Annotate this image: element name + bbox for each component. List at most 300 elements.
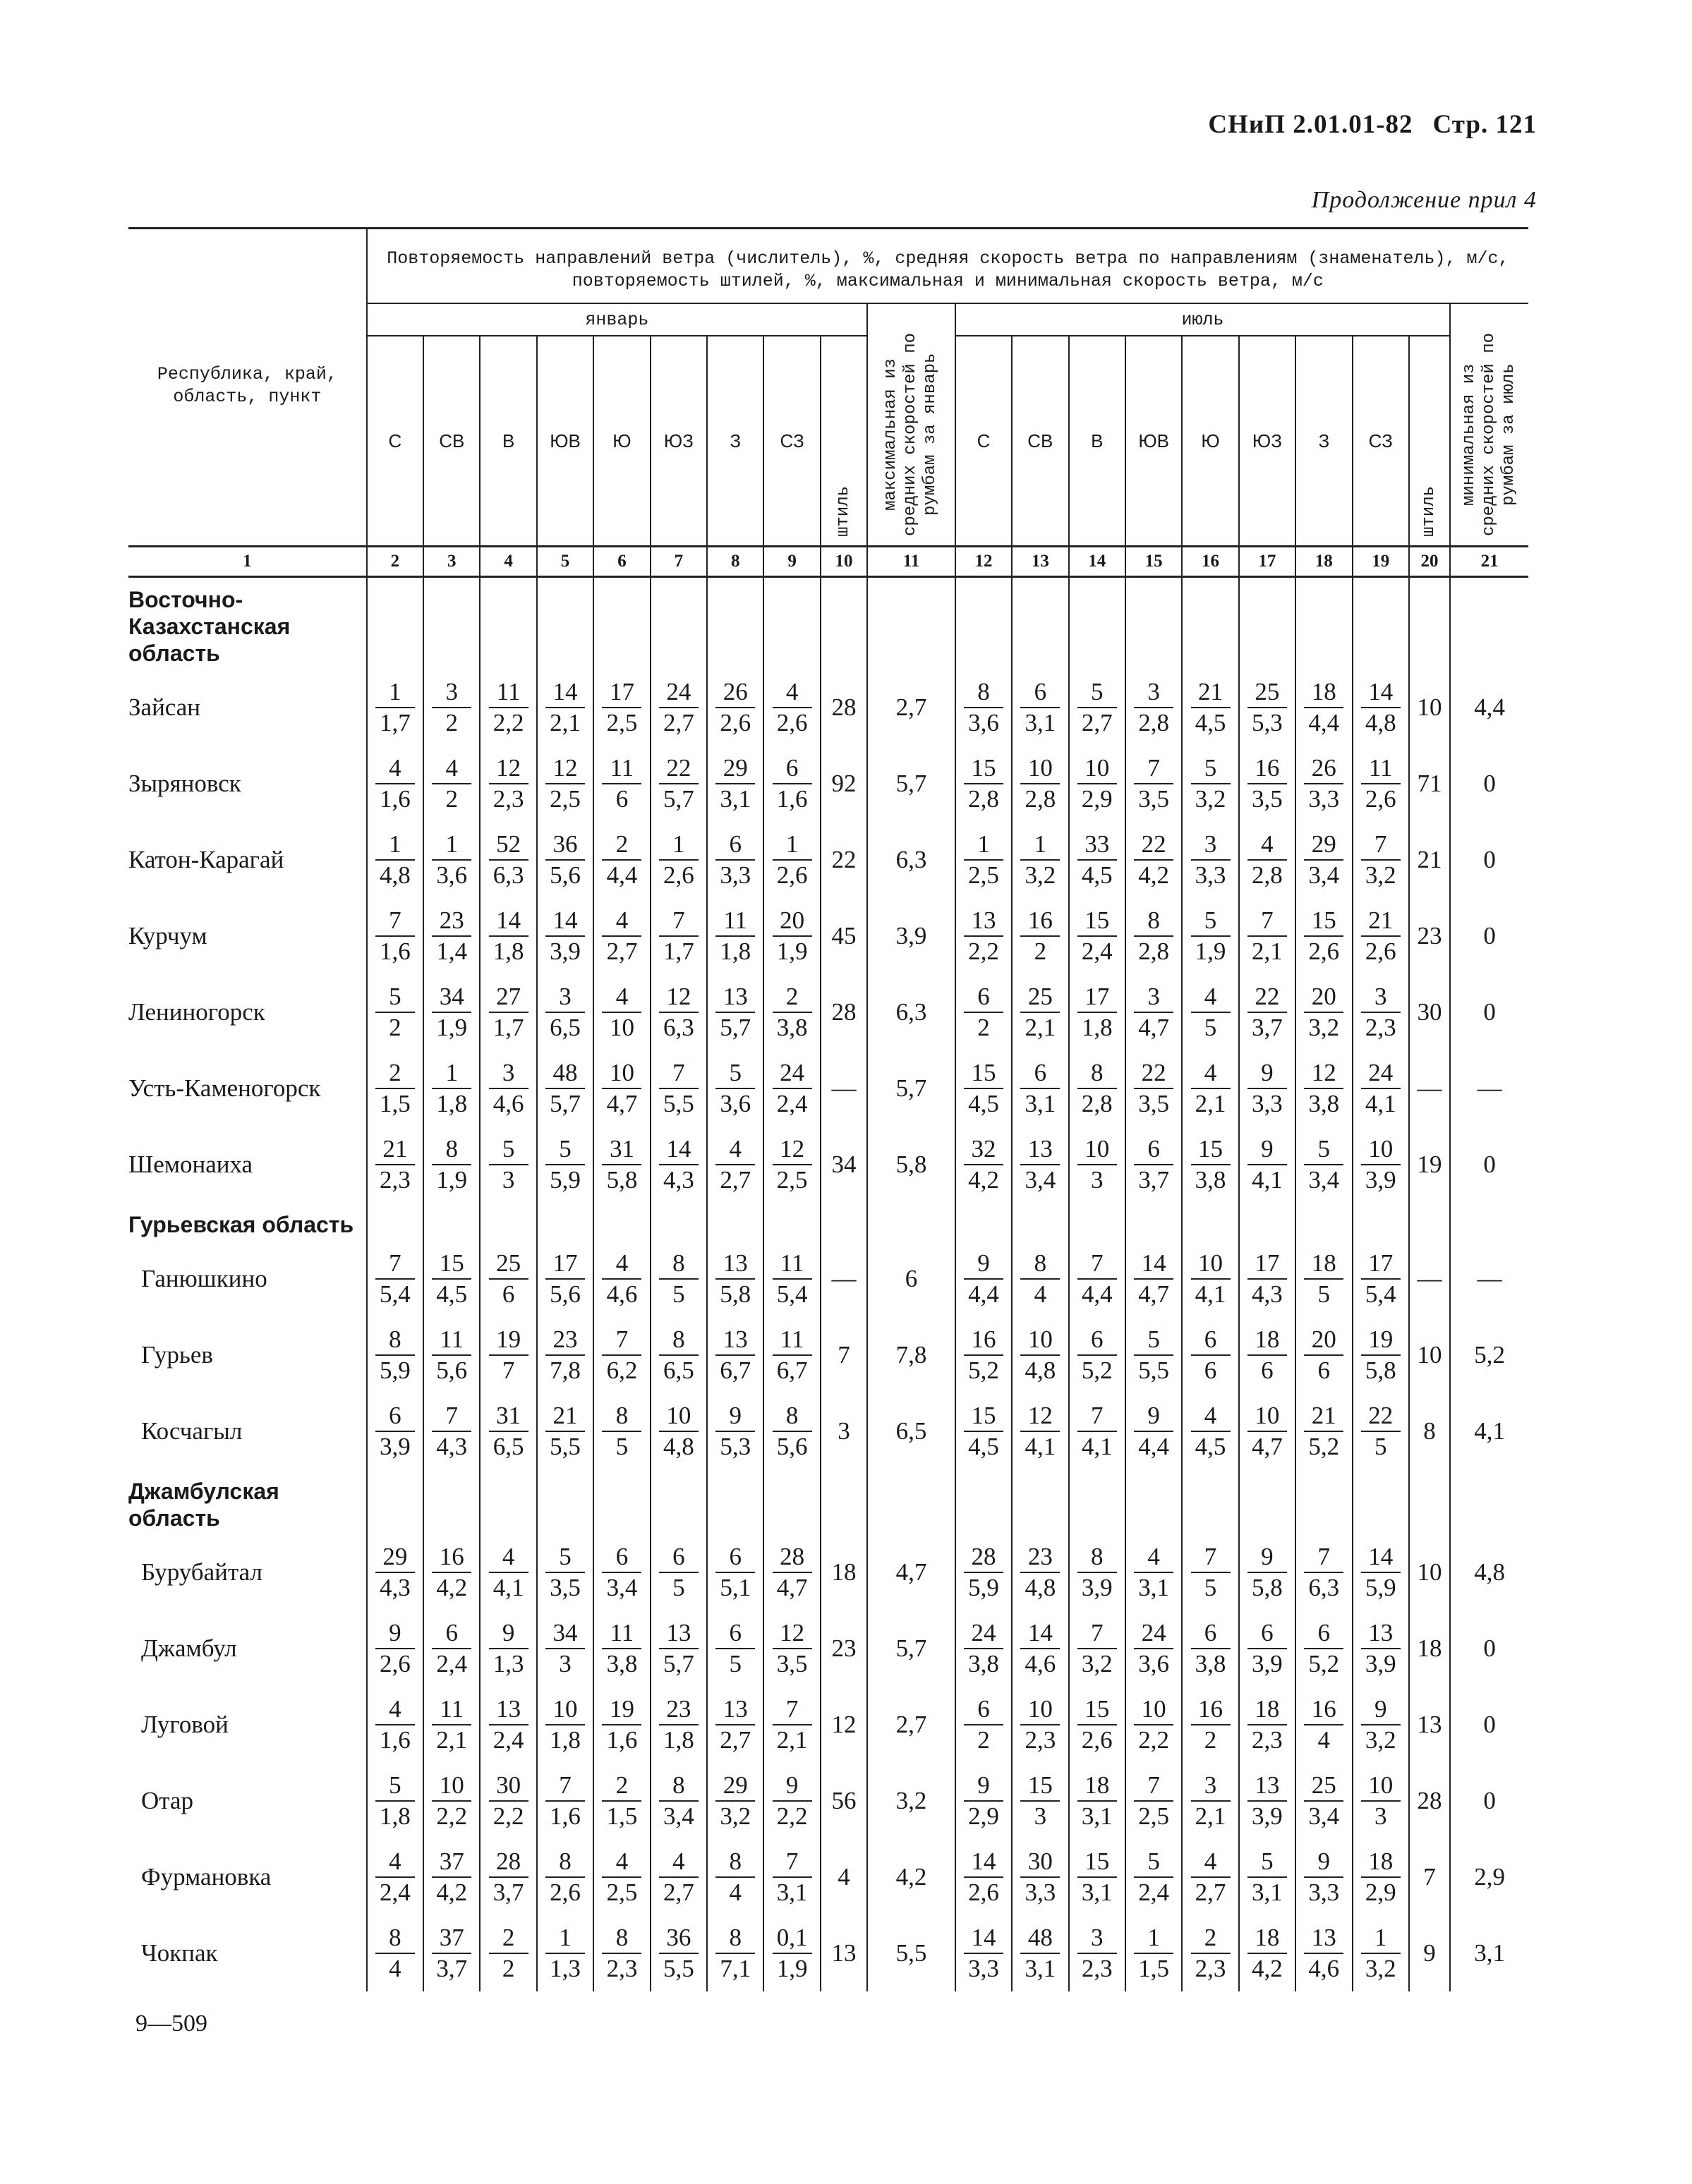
max-speed-value: 6,3: [867, 974, 955, 1050]
frequency-value: 1: [672, 830, 685, 858]
fraction: [432, 677, 471, 738]
speed-value: 1,6: [545, 1800, 585, 1831]
frequency-value: 4: [1204, 1848, 1217, 1875]
station-row: [128, 669, 1528, 746]
frequency-value: 3: [559, 983, 572, 1010]
station-name: Курчум: [128, 922, 207, 950]
speed-value: 2,8: [1134, 935, 1173, 966]
frequency-value: 11: [610, 1619, 634, 1646]
fraction: [489, 677, 528, 738]
wind-cell-jul: [1125, 669, 1182, 746]
fraction: [1304, 1771, 1343, 1831]
speed-value: 2: [1020, 935, 1060, 966]
station-row: [128, 1915, 1528, 1991]
speed-value: 2,2: [964, 935, 1003, 966]
wind-cell-jul: [1239, 898, 1295, 974]
fraction: [1020, 1058, 1060, 1119]
fraction: [1304, 1847, 1343, 1907]
frequency-value: 1: [389, 830, 401, 858]
wind-cell-jan: [423, 1763, 480, 1839]
fraction: [1304, 830, 1343, 890]
max-speed-value: 5,7: [867, 1050, 955, 1127]
speed-value: 2,4: [375, 1876, 415, 1907]
speed-value: 2,5: [773, 1164, 812, 1195]
speed-value: 5,5: [659, 1088, 699, 1119]
wind-cell-jul: [1125, 822, 1182, 898]
wind-cell-jul: [1069, 1839, 1125, 1915]
frequency-value: 5: [1204, 906, 1217, 934]
station-name: Чокпак: [141, 1939, 218, 1967]
speed-value: 3,5: [1134, 783, 1173, 814]
speed-value: 2: [1191, 1724, 1231, 1755]
wind-cell-jul: [1353, 669, 1409, 746]
wind-cell-jan: [480, 1317, 536, 1393]
wind-cell-jan: [537, 822, 593, 898]
fraction: [1077, 1694, 1117, 1755]
fraction: [1361, 1542, 1401, 1603]
fraction: [1361, 830, 1401, 890]
frequency-value: 13: [1255, 1771, 1280, 1799]
speed-value: 2,2: [773, 1800, 812, 1831]
fraction: [1020, 1542, 1060, 1603]
fraction: [375, 1771, 415, 1831]
frequency-value: 9: [977, 1771, 990, 1799]
empty-cell: [1409, 577, 1450, 670]
frequency-value: 13: [1311, 1924, 1336, 1951]
min-speed-value: 4,8: [1450, 1534, 1528, 1610]
fraction: [773, 982, 812, 1043]
calm-value-jul: 23: [1409, 898, 1450, 974]
wind-cell-jan: [367, 1127, 423, 1203]
wind-cell-jan: [763, 1050, 820, 1127]
speed-value: 4,4: [1077, 1278, 1117, 1309]
wind-cell-jan: [707, 669, 763, 746]
frequency-value: 4: [445, 754, 459, 782]
station-row: [128, 1241, 1528, 1317]
speed-value: 3,1: [1134, 1572, 1173, 1603]
wind-cell-jul: [1295, 1127, 1352, 1203]
frequency-value: 12: [552, 754, 578, 782]
frequency-value: 15: [439, 1249, 464, 1277]
frequency-value: 6: [1034, 678, 1047, 705]
speed-value: 3,1: [715, 783, 755, 814]
fraction: [715, 1618, 755, 1679]
fraction: [1247, 1694, 1287, 1755]
speed-value: 2,4: [1134, 1876, 1173, 1907]
fraction: [545, 1058, 585, 1119]
frequency-value: 20: [1311, 1325, 1336, 1353]
wind-cell-jan: [593, 974, 650, 1050]
speed-value: 4,6: [1020, 1648, 1060, 1679]
speed-value: 3,3: [1020, 1876, 1060, 1907]
wind-cell-jul: [1069, 1763, 1125, 1839]
fraction: [964, 830, 1003, 890]
empty-cell: [1353, 577, 1409, 670]
speed-value: 6,5: [659, 1354, 699, 1385]
speed-value: 2: [489, 1953, 528, 1984]
wind-cell-jan: [423, 1050, 480, 1127]
wind-cell-jul: [1069, 822, 1125, 898]
wind-cell-jul: [1295, 1763, 1352, 1839]
speed-value: 2,3: [489, 783, 528, 814]
wind-cell-jul: [1069, 1241, 1125, 1317]
speed-value: 2,8: [1247, 859, 1287, 890]
speed-value: 6,2: [602, 1354, 641, 1385]
speed-value: 3,2: [715, 1800, 755, 1831]
wind-cell-jul: [1182, 1610, 1238, 1687]
fraction: [1361, 1401, 1401, 1462]
frequency-value: 5: [729, 1059, 742, 1086]
wind-cell-jan: [707, 822, 763, 898]
speed-value: 2,5: [602, 707, 641, 738]
speed-value: 1,9: [773, 1953, 812, 1984]
wind-cell-jan: [537, 1915, 593, 1991]
empty-cell: [1295, 1469, 1352, 1534]
fraction: [1361, 1923, 1401, 1984]
speed-value: 1,8: [489, 935, 528, 966]
speed-value: 2,3: [1077, 1953, 1117, 1984]
frequency-value: 9: [1261, 1135, 1274, 1163]
calm-value-jan: 45: [821, 898, 867, 974]
speed-value: 2,6: [964, 1876, 1003, 1907]
speed-value: 3,3: [1191, 859, 1231, 890]
empty-cell: [1239, 1469, 1295, 1534]
frequency-value: 24: [666, 678, 691, 705]
wind-cell-jul: [1239, 746, 1295, 822]
wind-cell-jul: [1239, 1317, 1295, 1393]
fraction: [1191, 753, 1231, 814]
frequency-value: 9: [1147, 1402, 1160, 1429]
wind-cell-jul: [955, 1127, 1012, 1203]
fraction: [375, 1694, 415, 1755]
frequency-value: 14: [971, 1848, 996, 1875]
frequency-value: 16: [971, 1325, 996, 1353]
speed-value: 2,7: [602, 935, 641, 966]
frequency-value: 4: [615, 1848, 629, 1875]
fraction: [1304, 982, 1343, 1043]
speed-value: 1,6: [375, 1724, 415, 1755]
frequency-value: 9: [729, 1402, 742, 1429]
speed-value: 6: [1247, 1354, 1287, 1385]
wind-cell-jul: [1353, 1534, 1409, 1610]
wind-cell-jul: [1353, 1915, 1409, 1991]
speed-value: 4,7: [773, 1572, 812, 1603]
empty-cell: [821, 577, 867, 670]
wind-cell-jul: [1295, 746, 1352, 822]
wind-cell-jul: [1239, 974, 1295, 1050]
speed-value: 4,8: [1020, 1572, 1060, 1603]
fraction: [602, 982, 641, 1043]
frequency-value: 7: [1204, 1543, 1217, 1570]
fraction: [1361, 1618, 1401, 1679]
speed-value: 5,2: [1304, 1431, 1343, 1462]
speed-value: 5: [1304, 1278, 1343, 1309]
fraction: [375, 1923, 415, 1984]
fraction: [1134, 1249, 1173, 1309]
fraction: [964, 906, 1003, 966]
speed-value: 4,1: [1191, 1278, 1231, 1309]
wind-cell-jul: [1012, 1534, 1068, 1610]
speed-value: 1,8: [432, 1088, 471, 1119]
fraction: [773, 1134, 812, 1195]
calm-value-jan: 28: [821, 974, 867, 1050]
fraction: [659, 1542, 699, 1603]
fraction: [659, 677, 699, 738]
wind-cell-jul: [1182, 1393, 1238, 1469]
speed-value: 3,9: [545, 935, 585, 966]
direction-header-jul: З: [1295, 336, 1352, 547]
wind-cell-jan: [537, 1241, 593, 1317]
min-speed-value: 0: [1450, 1687, 1528, 1763]
speed-value: 2,2: [489, 707, 528, 738]
frequency-value: 17: [1368, 1249, 1394, 1277]
frequency-value: 13: [723, 1695, 748, 1723]
empty-cell: [867, 1469, 955, 1534]
fraction: [715, 1134, 755, 1195]
fraction: [1077, 1847, 1117, 1907]
frequency-value: 4: [729, 1135, 742, 1163]
frequency-value: 14: [552, 678, 578, 705]
fraction: [964, 1618, 1003, 1679]
fraction: [964, 1058, 1003, 1119]
frequency-value: 3: [1147, 678, 1160, 705]
column-number: 7: [651, 547, 707, 577]
wind-cell-jul: [955, 1534, 1012, 1610]
speed-value: 3,2: [1361, 1953, 1401, 1984]
speed-value: 2,1: [545, 707, 585, 738]
fraction: [715, 1923, 755, 1984]
fraction: [545, 1325, 585, 1385]
frequency-value: 3: [502, 1059, 515, 1086]
speed-value: 7,1: [715, 1953, 755, 1984]
calm-header-jul: [1409, 336, 1450, 547]
speed-value: 1,8: [375, 1800, 415, 1831]
empty-cell: [1012, 1469, 1068, 1534]
direction-header-jul: С: [955, 336, 1012, 547]
wind-cell-jul: [955, 1610, 1012, 1687]
speed-value: 2,6: [715, 707, 755, 738]
frequency-value: 5: [559, 1543, 572, 1570]
wind-cell-jan: [651, 974, 707, 1050]
fraction: [1020, 982, 1060, 1043]
speed-value: 4,1: [1361, 1088, 1401, 1119]
frequency-value: 18: [1368, 1848, 1394, 1875]
frequency-value: 8: [1034, 1249, 1047, 1277]
wind-cell-jan: [480, 746, 536, 822]
wind-cell-jan: [707, 1534, 763, 1610]
fraction: [489, 753, 528, 814]
fraction: [1191, 830, 1231, 890]
fraction: [489, 1923, 528, 1984]
speed-value: 2: [432, 707, 471, 738]
calm-value-jan: 56: [821, 1763, 867, 1839]
frequency-value: 13: [1027, 1135, 1053, 1163]
calm-value-jul: 10: [1409, 1317, 1450, 1393]
wind-cell-jan: [593, 1915, 650, 1991]
speed-value: 3,4: [1304, 859, 1343, 890]
frequency-value: 4: [1204, 1059, 1217, 1086]
calm-value-jan: 92: [821, 746, 867, 822]
wind-cell-jul: [1125, 1127, 1182, 1203]
fraction: [1361, 906, 1401, 966]
fraction: [1361, 982, 1401, 1043]
frequency-value: 4: [502, 1543, 515, 1570]
wind-cell-jul: [955, 1915, 1012, 1991]
speed-value: 4,7: [1134, 1012, 1173, 1043]
fraction: [602, 1058, 641, 1119]
frequency-value: 21: [1368, 906, 1394, 934]
row-label-header: Республика, край, область, пункт: [128, 229, 367, 547]
fraction: [1077, 1542, 1117, 1603]
frequency-value: 18: [1255, 1325, 1280, 1353]
empty-cell: [1353, 1469, 1409, 1534]
frequency-value: 19: [1368, 1325, 1394, 1353]
speed-value: 6: [602, 783, 641, 814]
fraction: [964, 1325, 1003, 1385]
wind-cell-jan: [537, 1393, 593, 1469]
column-number: 8: [707, 547, 763, 577]
fraction: [432, 1542, 471, 1603]
station-row: [128, 1050, 1528, 1127]
page-number: Стр. 121: [1432, 110, 1537, 139]
wind-cell-jan: [423, 974, 480, 1050]
fraction: [1134, 1134, 1173, 1195]
frequency-value: 14: [971, 1924, 996, 1951]
fraction: [715, 1542, 755, 1603]
fraction: [1191, 982, 1231, 1043]
speed-value: 4: [715, 1876, 755, 1907]
wind-cell-jan: [367, 974, 423, 1050]
fraction: [545, 1542, 585, 1603]
calm-value-jul: 9: [1409, 1915, 1450, 1991]
frequency-value: 23: [1027, 1543, 1053, 1570]
empty-cell: [593, 577, 650, 670]
fraction: [602, 1923, 641, 1984]
speed-value: 10: [602, 1012, 641, 1043]
min-speed-value: 5,2: [1450, 1317, 1528, 1393]
wind-cell-jul: [1295, 822, 1352, 898]
empty-cell: [1069, 577, 1125, 670]
fraction: [1191, 1134, 1231, 1195]
fraction: [1134, 1847, 1173, 1907]
wind-cell-jul: [1069, 898, 1125, 974]
wind-cell-jan: [537, 1127, 593, 1203]
frequency-value: 11: [780, 1249, 804, 1277]
wind-cell-jan: [423, 1127, 480, 1203]
station-name: Косчагыл: [141, 1417, 243, 1445]
wind-cell-jul: [955, 974, 1012, 1050]
wind-cell-jul: [1012, 1687, 1068, 1763]
fraction: [432, 1923, 471, 1984]
frequency-value: 7: [1147, 1771, 1160, 1799]
wind-cell-jul: [955, 746, 1012, 822]
wind-cell-jul: [1239, 1610, 1295, 1687]
frequency-value: 3: [1204, 1771, 1217, 1799]
fraction: [1020, 1923, 1060, 1984]
speed-value: 3,9: [375, 1431, 415, 1462]
speed-value: 2,4: [1077, 935, 1117, 966]
fraction: [1077, 1923, 1117, 1984]
frequency-value: 23: [666, 1695, 691, 1723]
fraction: [964, 1694, 1003, 1755]
wind-cell-jul: [955, 822, 1012, 898]
wind-cell-jan: [593, 1127, 650, 1203]
frequency-value: 19: [496, 1325, 521, 1353]
frequency-value: 6: [1204, 1325, 1217, 1353]
column-number: 20: [1409, 547, 1450, 577]
fraction: [1134, 906, 1173, 966]
speed-value: 4,1: [1020, 1431, 1060, 1462]
speed-value: 5,6: [432, 1354, 471, 1385]
min-speed-value: 0: [1450, 1127, 1528, 1203]
frequency-value: 9: [785, 1771, 799, 1799]
speed-value: 4,2: [432, 1876, 471, 1907]
section-title: Восточно-Казахстанская область: [128, 587, 291, 666]
wind-cell-jan: [480, 1127, 536, 1203]
column-number: 17: [1239, 547, 1295, 577]
speed-value: 2,6: [1361, 935, 1401, 966]
frequency-value: 25: [1027, 983, 1053, 1010]
speed-value: 1,6: [375, 935, 415, 966]
calm-value-jul: 21: [1409, 822, 1450, 898]
station-row: [128, 1393, 1528, 1469]
fraction: [1304, 677, 1343, 738]
wind-cell-jan: [423, 746, 480, 822]
fraction: [659, 906, 699, 966]
frequency-value: 48: [1027, 1924, 1053, 1951]
speed-value: 3,6: [715, 1088, 755, 1119]
frequency-value: 13: [971, 906, 996, 934]
wind-cell-jul: [1239, 1393, 1295, 1469]
fraction: [602, 830, 641, 890]
frequency-value: 8: [977, 678, 990, 705]
wind-cell-jan: [763, 1915, 820, 1991]
frequency-value: 6: [729, 1619, 742, 1646]
speed-value: 4,4: [1304, 707, 1343, 738]
empty-cell: [1069, 1469, 1125, 1534]
fraction: [1191, 1771, 1231, 1831]
wind-cell-jul: [1069, 1687, 1125, 1763]
fraction: [489, 1401, 528, 1462]
station-name: Фурмановка: [141, 1863, 272, 1891]
wind-cell-jul: [1125, 898, 1182, 974]
wind-cell-jan: [423, 1915, 480, 1991]
frequency-value: 5: [1147, 1325, 1160, 1353]
fraction: [1361, 1694, 1401, 1755]
speed-value: 2: [375, 1012, 415, 1043]
empty-cell: [593, 1469, 650, 1534]
speed-value: 4,6: [1304, 1953, 1343, 1984]
fraction: [773, 830, 812, 890]
frequency-value: 16: [439, 1543, 464, 1570]
station-row: [128, 1839, 1528, 1915]
fraction: [659, 1325, 699, 1385]
empty-cell: [763, 1203, 820, 1241]
speed-value: 2,9: [1361, 1876, 1401, 1907]
station-name: Катон-Карагай: [128, 846, 284, 873]
empty-cell: [367, 577, 423, 670]
frequency-value: 7: [785, 1848, 799, 1875]
speed-value: 3,8: [773, 1012, 812, 1043]
speed-value: 4,8: [659, 1431, 699, 1462]
frequency-value: 14: [1027, 1619, 1053, 1646]
wind-cell-jul: [1125, 1839, 1182, 1915]
wind-cell-jan: [763, 746, 820, 822]
frequency-value: 14: [552, 906, 578, 934]
speed-value: 2,3: [1020, 1724, 1060, 1755]
speed-value: 4,4: [602, 859, 641, 890]
frequency-value: 2: [502, 1924, 515, 1951]
